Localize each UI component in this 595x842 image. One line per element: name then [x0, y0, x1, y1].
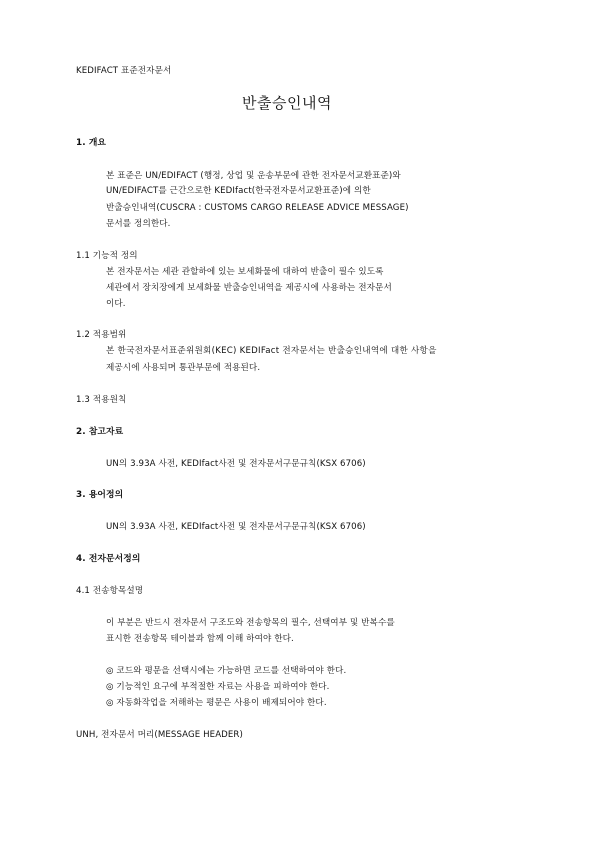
overview-line-1: 본 표준은 UN/EDIFACT (행정, 상업 및 운송부문에 관한 전자문서교환표준)와: [106, 171, 401, 181]
page-title: 반출승인내역: [242, 94, 332, 112]
section-heading-scope: 1.2 적용범위: [76, 330, 127, 340]
section-heading-references: 2. 참고자료: [76, 427, 124, 437]
section-heading-unh: UNH, 전자문서 머리(MESSAGE HEADER): [76, 730, 243, 740]
item-description-line-1: 이 부분은 반드시 전자문서 구조도와 전송항목의 필수, 선택여부 및 반복수를: [106, 618, 395, 628]
scope-line-2: 제공시에 사용되며 통관부문에 적용된다.: [106, 363, 261, 373]
overview-line-3: 반출승인내역(CUSCRA : CUSTOMS CARGO RELEASE ADVICE MESSAGE): [106, 203, 409, 213]
guideline-bullet-1: ◎ 코드와 평문을 선택시에는 가능하면 코드를 선택하여야 한다.: [106, 666, 347, 676]
functional-definition-line-3: 이다.: [106, 299, 126, 309]
section-heading-terminology: 3. 용어정의: [76, 490, 124, 500]
functional-definition-line-2: 세관에서 장치장에게 보세화물 반출승인내역을 제공시에 사용하는 전자문서: [106, 283, 392, 293]
section-heading-functional-definition: 1.1 기능적 정의: [76, 251, 138, 261]
references-line-1: UN의 3.93A 사전, KEDIfact사전 및 전자문서구문규칙(KSX 6706): [106, 459, 366, 469]
scope-line-1: 본 한국전자문서표준위원회(KEC) KEDIFact 전자문서는 반출승인내역에 대한 사항을: [106, 346, 437, 356]
item-description-line-2: 표시한 전송항목 테이블과 함께 이해 하여야 한다.: [106, 634, 294, 644]
section-heading-overview: 1. 개요: [76, 138, 107, 148]
functional-definition-line-1: 본 전자문서는 세관 관할하에 있는 보세화물에 대하여 반출이 필수 있도록: [106, 267, 384, 277]
document-header: KEDIFACT 표준전자문서: [76, 66, 172, 76]
section-heading-principles: 1.3 적용원칙: [76, 395, 127, 405]
section-heading-message-definition: 4. 전자문서정의: [76, 554, 141, 564]
guideline-bullet-3: ◎ 자동화작업을 저해하는 평문은 사용이 배제되어야 한다.: [106, 698, 327, 708]
section-heading-item-description: 4.1 전송항목설명: [76, 586, 144, 596]
overview-line-2: UN/EDIFACT를 근간으로한 KEDIfact(한국전자문서교환표준)에 의한: [106, 186, 371, 196]
guideline-bullet-2: ◎ 기능적인 요구에 부적절한 자료는 사용을 피하여야 한다.: [106, 682, 330, 692]
overview-line-4: 문서를 정의한다.: [106, 219, 171, 229]
terminology-line-1: UN의 3.93A 사전, KEDIfact사전 및 전자문서구문규칙(KSX 6706): [106, 522, 366, 532]
